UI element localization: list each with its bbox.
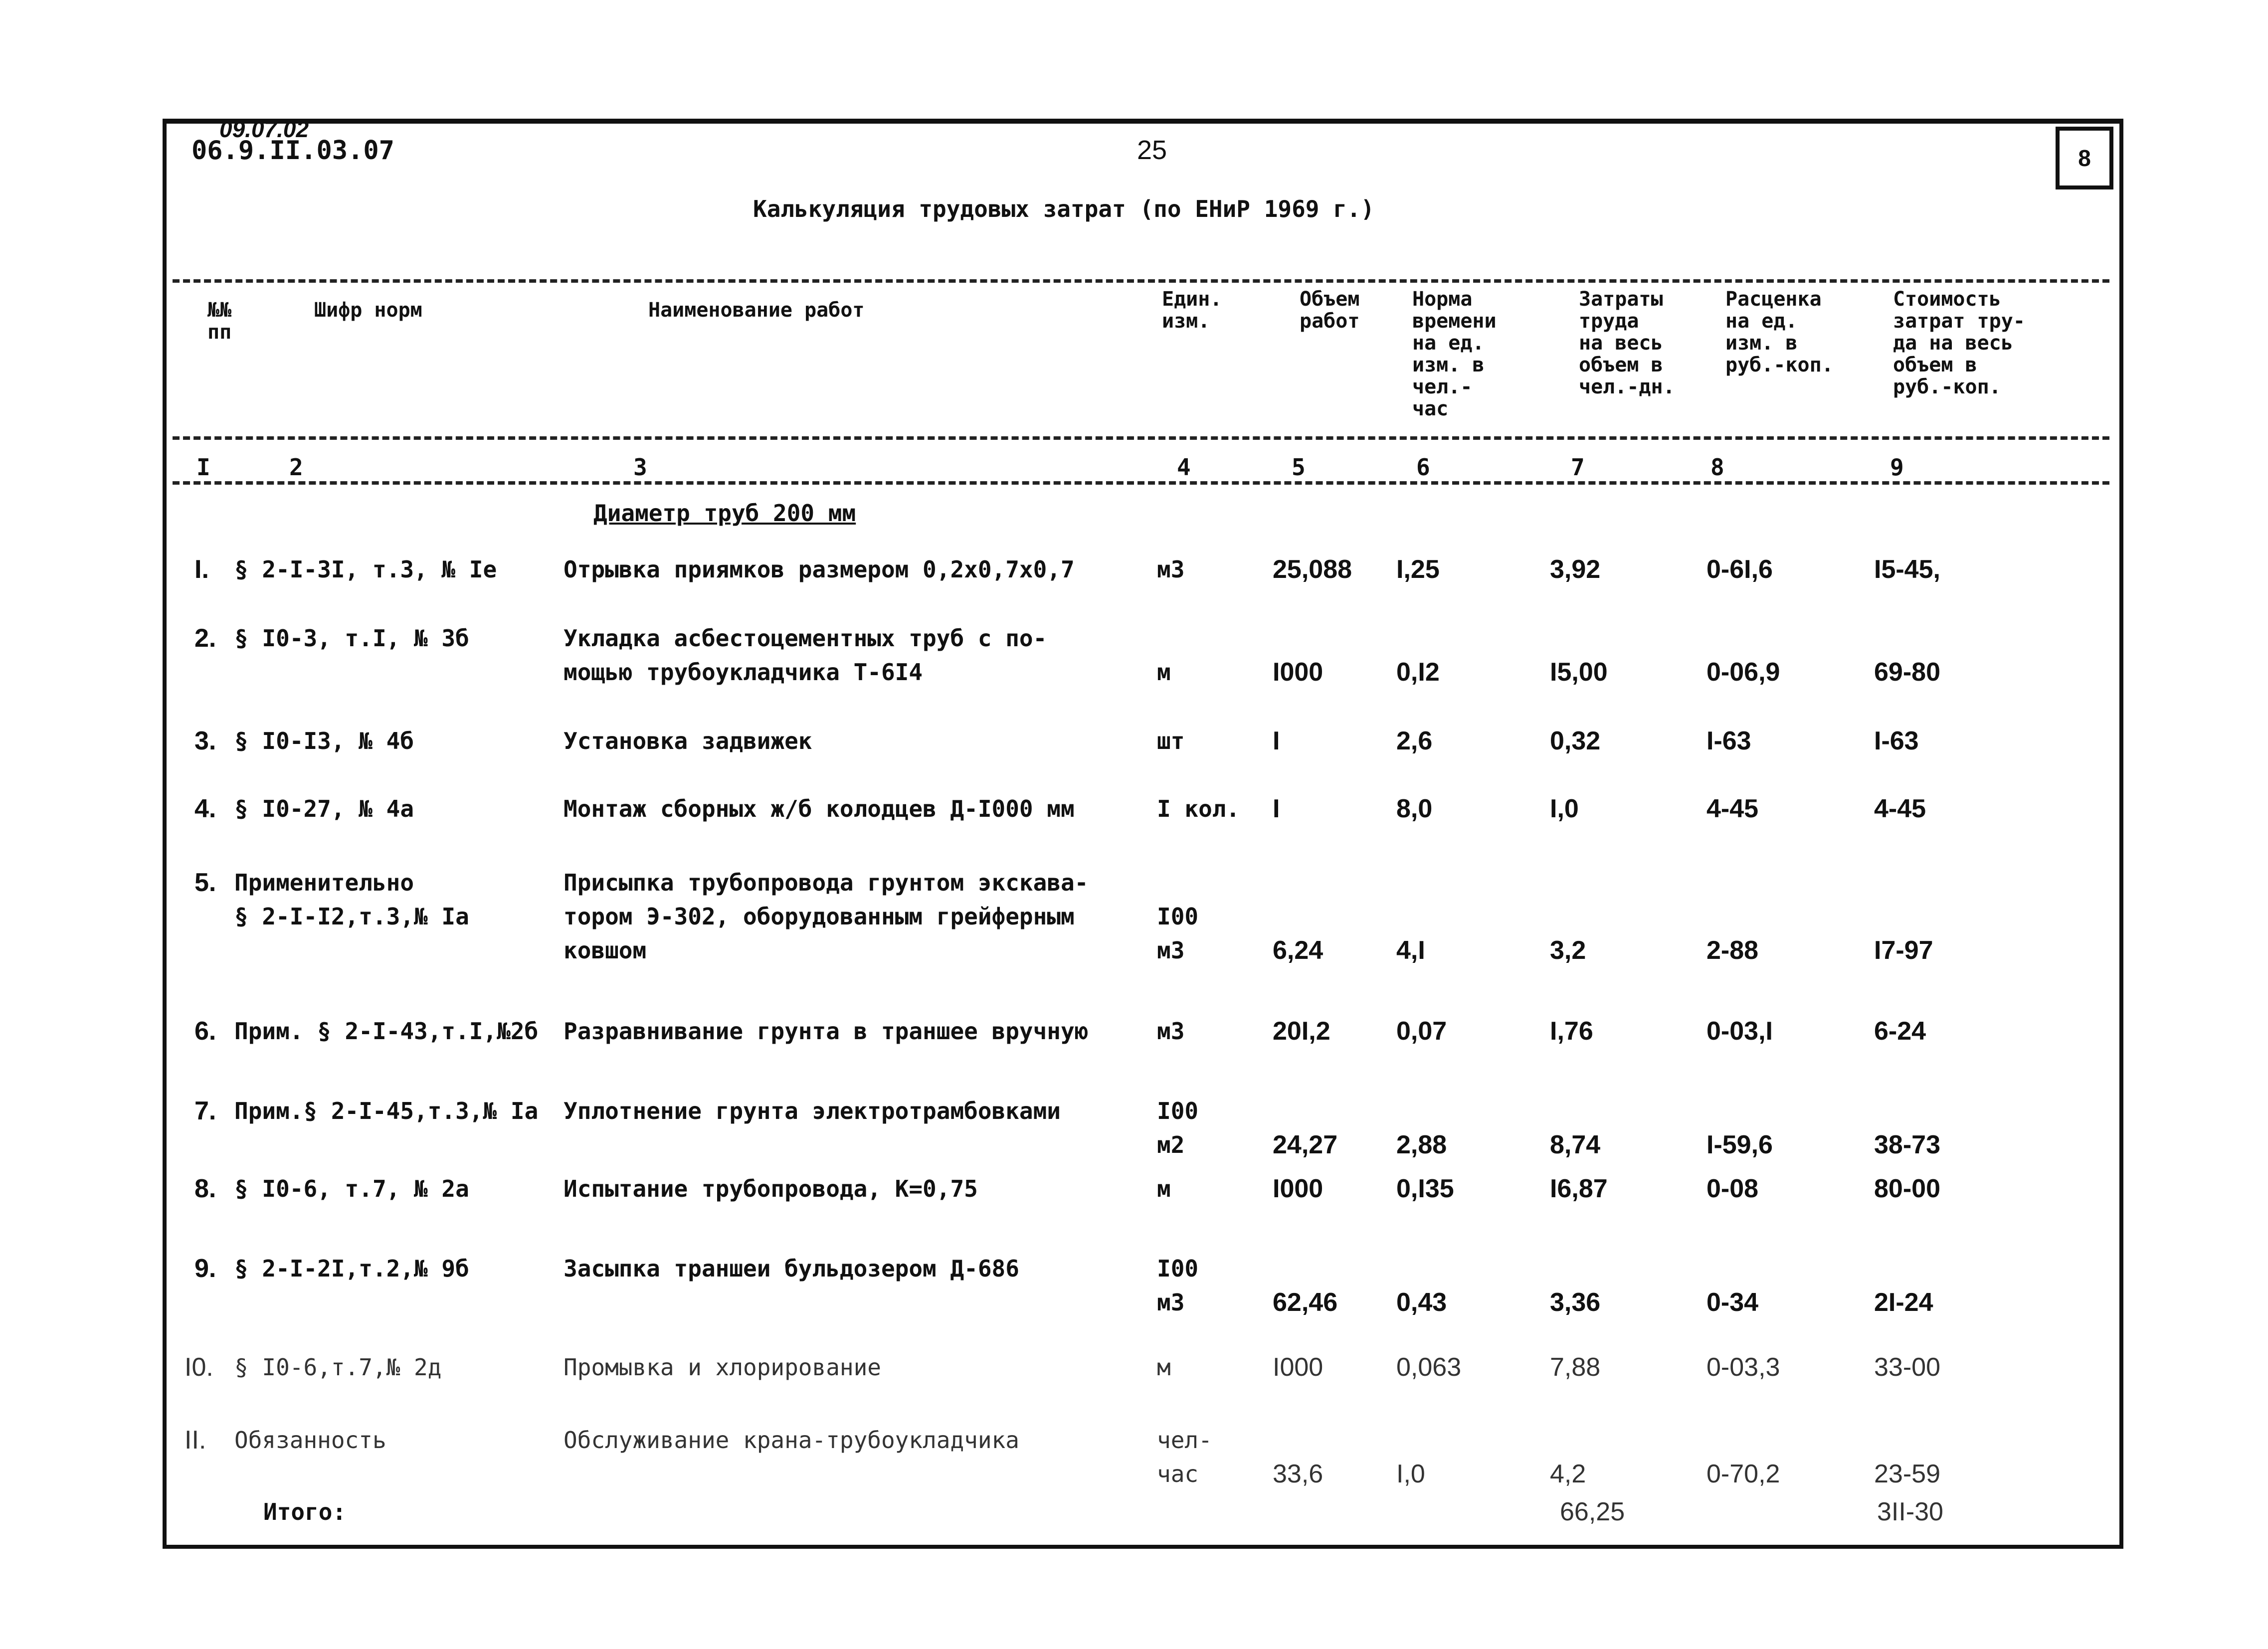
header-bottom-rule — [173, 436, 2109, 440]
norm-code: § I0-3, т.I, № 3б — [234, 625, 469, 652]
work-name: ковшом — [564, 937, 647, 964]
page-title: Калькуляция трудовых затрат (по ЕНиР 1969 г.) — [753, 195, 1375, 222]
norm-value: 8,0 — [1396, 794, 1433, 823]
row-number: II. — [185, 1426, 206, 1455]
norm-value: I,25 — [1396, 555, 1440, 584]
row-number: 8. — [194, 1174, 216, 1203]
work-name: Разравнивание грунта в траншее вручную — [564, 1018, 1089, 1045]
total-label: Итого: — [263, 1498, 347, 1525]
cost-value: 6-24 — [1874, 1017, 1926, 1046]
work-name: Испытание трубопровода, К=0,75 — [564, 1175, 978, 1202]
total-labor: 66,25 — [1560, 1497, 1625, 1526]
row-number: 4. — [194, 794, 216, 823]
cost-value: I-63 — [1874, 727, 1919, 755]
rate-value: 0-34 — [1706, 1288, 1759, 1317]
cost-value: 23-59 — [1874, 1460, 1940, 1488]
total-cost: 3II-30 — [1877, 1497, 1943, 1526]
unit: чел- — [1157, 1427, 1212, 1454]
work-name: тором Э-302, оборудованным грейферным — [564, 903, 1075, 930]
column-number: 8 — [1710, 454, 1724, 481]
volume-value: 20I,2 — [1273, 1017, 1330, 1046]
column-number: 6 — [1416, 454, 1430, 481]
rate-value: 0-6I,6 — [1706, 555, 1773, 584]
column-number: 4 — [1177, 454, 1191, 481]
volume-value: I000 — [1273, 1174, 1323, 1203]
norm-value: I,0 — [1396, 1460, 1425, 1488]
norm-value: 0,063 — [1396, 1353, 1462, 1382]
column-header: Расценка на ед. изм. в руб.-коп. — [1725, 288, 1834, 376]
labor-value: I5,00 — [1550, 658, 1608, 687]
norm-code: § I0-6, т.7, № 2а — [234, 1175, 469, 1202]
cost-value: 80-00 — [1874, 1174, 1940, 1203]
column-header: №№ пп — [207, 299, 232, 344]
row-number: 6. — [194, 1017, 216, 1046]
rate-value: 4-45 — [1706, 794, 1759, 823]
section-title: Диаметр труб 200 мм — [593, 500, 856, 527]
unit: м — [1157, 1354, 1171, 1381]
work-name: Присыпка трубопровода грунтом экскава- — [564, 869, 1089, 896]
column-header: Стоимость затрат тру- да на весь объем в руб.-коп. — [1893, 288, 2025, 398]
rate-value: I-63 — [1706, 727, 1751, 755]
unit: м3 — [1157, 937, 1185, 964]
work-name: Уплотнение грунта электротрамбовками — [564, 1098, 1061, 1124]
column-number: 2 — [289, 454, 303, 481]
labor-value: 4,2 — [1550, 1460, 1586, 1488]
volume-value: I — [1273, 794, 1280, 823]
document-code: 06.9.II.03.07 — [191, 136, 394, 166]
work-name: Промывка и хлорирование — [564, 1354, 881, 1381]
sheet-number: 8 — [2056, 127, 2113, 189]
norm-code: Прим.§ 2-I-45,т.3,№ Iа — [234, 1098, 539, 1124]
work-name: мощью трубоукладчика Т-6I4 — [564, 659, 923, 686]
labor-value: I6,87 — [1550, 1174, 1608, 1203]
column-numbers-rule — [173, 481, 2109, 485]
volume-value: 24,27 — [1273, 1130, 1338, 1159]
column-number: 3 — [633, 454, 647, 481]
norm-code: § 2-I-I2,т.3,№ Iа — [234, 903, 469, 930]
column-number: I — [196, 454, 210, 481]
labor-value: 7,88 — [1550, 1353, 1601, 1382]
row-number: 3. — [194, 727, 216, 755]
norm-value: 0,I2 — [1396, 658, 1440, 687]
unit: м — [1157, 659, 1171, 686]
column-header: Наименование работ — [648, 299, 865, 322]
unit: час — [1157, 1461, 1199, 1487]
labor-value: 8,74 — [1550, 1130, 1601, 1159]
unit: I00 — [1157, 1255, 1199, 1282]
norm-value: 0,I35 — [1396, 1174, 1454, 1203]
cost-value: I7-97 — [1874, 936, 1933, 965]
labor-value: I,76 — [1550, 1017, 1593, 1046]
norm-code: § I0-I3, № 4б — [234, 728, 414, 754]
row-number: I. — [194, 555, 209, 584]
volume-value: 25,088 — [1273, 555, 1352, 584]
column-header: Шифр норм — [314, 299, 422, 322]
labor-value: 0,32 — [1550, 727, 1601, 755]
row-number: 5. — [194, 868, 216, 897]
unit: м3 — [1157, 1289, 1185, 1316]
norm-value: 0,07 — [1396, 1017, 1447, 1046]
rate-value: 2-88 — [1706, 936, 1759, 965]
volume-value: I — [1273, 727, 1280, 755]
handwritten-code: 09.07.02 — [219, 116, 309, 142]
norm-code: Прим. § 2-I-43,т.I,№2б — [234, 1018, 539, 1045]
volume-value: 33,6 — [1273, 1460, 1323, 1488]
volume-value: 62,46 — [1273, 1288, 1338, 1317]
norm-code: Применительно — [234, 869, 414, 896]
work-name: Монтаж сборных ж/б колодцев Д-I000 мм — [564, 795, 1075, 822]
work-name: Установка задвижек — [564, 728, 812, 754]
cost-value: 69-80 — [1874, 658, 1940, 687]
column-header: Затраты труда на весь объем в чел.-дн. — [1579, 288, 1675, 398]
volume-value: I000 — [1273, 1353, 1323, 1382]
unit: шт — [1157, 728, 1185, 754]
labor-value: I,0 — [1550, 794, 1579, 823]
norm-code: § 2-I-3I, т.3, № Iе — [234, 556, 497, 583]
header-top-rule — [173, 279, 2109, 283]
unit: м3 — [1157, 556, 1185, 583]
cost-value: I5-45, — [1874, 555, 1940, 584]
work-name: Обслуживание крана-трубоукладчика — [564, 1427, 1019, 1454]
volume-value: 6,24 — [1273, 936, 1323, 965]
labor-value: 3,36 — [1550, 1288, 1601, 1317]
rate-value: 0-08 — [1706, 1174, 1759, 1203]
cost-value: 4-45 — [1874, 794, 1926, 823]
unit: I00 — [1157, 1098, 1199, 1124]
rate-value: 0-03,3 — [1706, 1353, 1780, 1382]
rate-value: 0-06,9 — [1706, 658, 1780, 687]
column-number: 7 — [1571, 454, 1585, 481]
norm-code: § I0-27, № 4а — [234, 795, 414, 822]
work-name: Укладка асбестоцементных труб с по- — [564, 625, 1047, 652]
rate-value: 0-03,I — [1706, 1017, 1773, 1046]
column-number: 9 — [1890, 454, 1904, 481]
unit: м3 — [1157, 1018, 1185, 1045]
work-name: Засыпка траншеи бульдозером Д-686 — [564, 1255, 1019, 1282]
row-number: 7. — [194, 1097, 216, 1125]
rate-value: 0-70,2 — [1706, 1460, 1780, 1488]
norm-code: § I0-6,т.7,№ 2д — [234, 1354, 442, 1381]
unit: I00 — [1157, 903, 1199, 930]
norm-value: 0,43 — [1396, 1288, 1447, 1317]
column-header: Норма времени на ед. изм. в чел.- час — [1412, 288, 1497, 420]
norm-code: § 2-I-2I,т.2,№ 9б — [234, 1255, 469, 1282]
cost-value: 33-00 — [1874, 1353, 1940, 1382]
norm-value: 4,I — [1396, 936, 1425, 965]
page-number: 25 — [1137, 135, 1167, 165]
column-header: Объем работ — [1300, 288, 1360, 333]
rate-value: I-59,6 — [1706, 1130, 1773, 1159]
unit: м — [1157, 1175, 1171, 1202]
row-number: 9. — [194, 1254, 216, 1283]
unit: м2 — [1157, 1131, 1185, 1158]
norm-code: Обязанность — [234, 1427, 386, 1454]
labor-value: 3,92 — [1550, 555, 1601, 584]
row-number: I0. — [185, 1353, 213, 1382]
row-number: 2. — [194, 624, 216, 653]
work-name: Отрывка приямков размером 0,2х0,7х0,7 — [564, 556, 1075, 583]
cost-value: 38-73 — [1874, 1130, 1940, 1159]
norm-value: 2,6 — [1396, 727, 1433, 755]
cost-value: 2I-24 — [1874, 1288, 1933, 1317]
labor-value: 3,2 — [1550, 936, 1586, 965]
norm-value: 2,88 — [1396, 1130, 1447, 1159]
volume-value: I000 — [1273, 658, 1323, 687]
unit: I кол. — [1157, 795, 1240, 822]
column-header: Един. изм. — [1162, 288, 1222, 333]
column-number: 5 — [1292, 454, 1306, 481]
